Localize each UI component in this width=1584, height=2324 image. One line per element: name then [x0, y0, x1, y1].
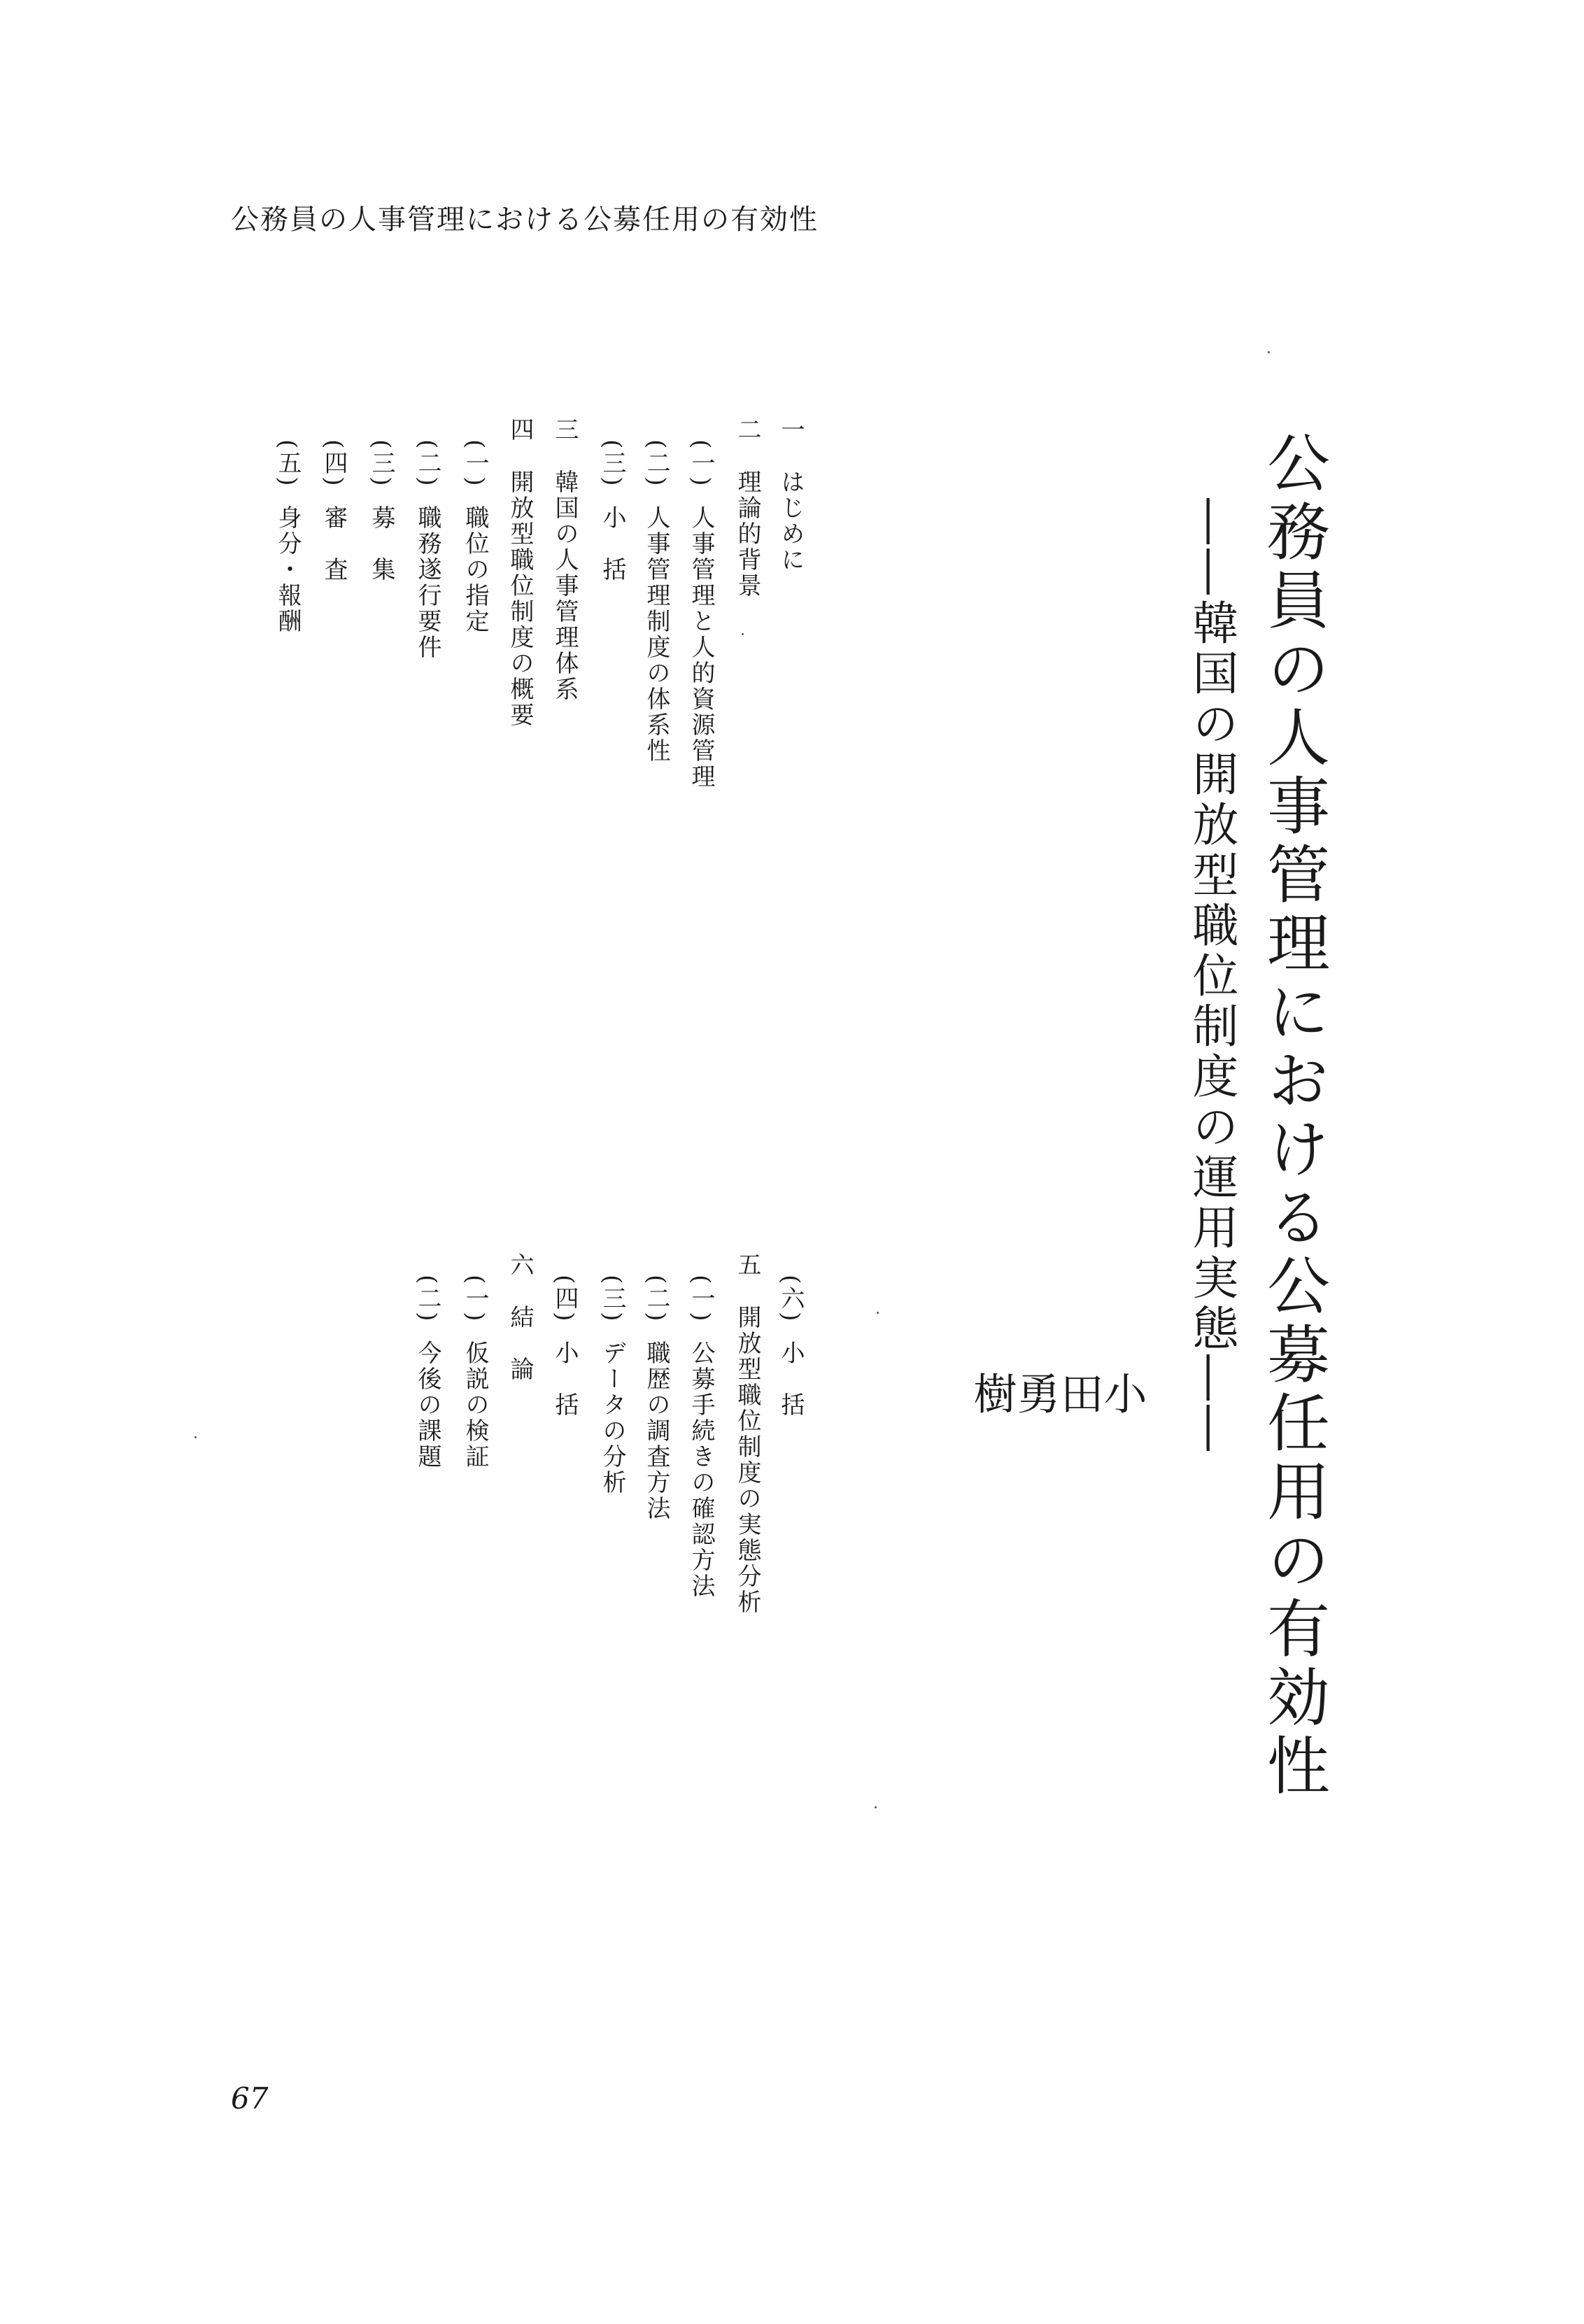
author-char: 勇 — [1010, 1371, 1061, 1415]
toc-label: 仮説の検証 — [461, 1340, 489, 1470]
toc-item — [413, 439, 441, 660]
article-title: 公務員の人事管理における公募任用の有効性 — [1256, 430, 1329, 1801]
toc-label: 審 査 — [320, 504, 348, 583]
toc-number: (一) — [687, 1275, 715, 1324]
toc-number: (一) — [461, 439, 489, 488]
toc-number: (三) — [598, 1275, 626, 1324]
toc-number: (一) — [687, 439, 715, 488]
toc-label: 職歴の調査方法 — [642, 1340, 670, 1522]
toc-item — [777, 1275, 805, 1418]
toc-label: 人事管理と人的資源管理 — [687, 504, 715, 790]
toc-label: 結 論 — [506, 1305, 534, 1382]
toc-label: 職務遂行要件 — [413, 504, 441, 660]
toc-label: 職位の指定 — [461, 504, 489, 635]
toc-number: (三) — [367, 439, 395, 488]
toc-number: (六) — [777, 1275, 805, 1324]
toc-number: 二 — [733, 417, 761, 443]
toc-item — [463, 439, 487, 635]
toc-number: (二) — [642, 439, 670, 488]
toc-item — [777, 417, 805, 573]
author-char: 小 — [1096, 1371, 1147, 1415]
toc-item — [689, 1275, 713, 1599]
toc-item — [735, 417, 759, 599]
toc-item — [508, 417, 532, 728]
toc-label: 小 括 — [551, 1340, 579, 1418]
toc-item — [735, 1252, 759, 1615]
toc-item — [689, 439, 713, 790]
page-number: 67 — [231, 2081, 269, 2116]
toc-number: (一) — [461, 1275, 489, 1324]
toc-number: 四 — [506, 417, 534, 443]
scan-speck — [742, 633, 744, 635]
toc-number: 一 — [777, 417, 805, 443]
toc-item — [463, 1275, 487, 1470]
toc-label: はじめに — [777, 469, 805, 573]
toc-number: (二) — [413, 1275, 441, 1324]
toc-number: (三) — [598, 439, 626, 488]
toc-item — [413, 1275, 441, 1470]
toc-item — [600, 1275, 624, 1496]
toc-label: 募 集 — [367, 504, 395, 583]
toc-number: 五 — [733, 1252, 761, 1278]
scan-speck — [877, 1312, 879, 1314]
author-char: 樹 — [966, 1371, 1017, 1415]
toc-label: 公募手続きの確認方法 — [687, 1340, 715, 1599]
toc-number: (五) — [274, 439, 302, 488]
toc-label: 開放型職位制度の概要 — [506, 469, 534, 728]
toc-number: (二) — [413, 439, 441, 488]
toc-label: 開放型職位制度の実態分析 — [733, 1305, 761, 1615]
toc-item — [322, 439, 346, 583]
toc-number: (四) — [551, 1275, 579, 1324]
author-char: 田 — [1053, 1371, 1104, 1415]
scan-speck — [1268, 351, 1270, 353]
toc-item — [274, 439, 302, 635]
toc-label: 身分・報酬 — [274, 504, 302, 635]
toc-item — [369, 439, 393, 583]
toc-label: 今後の課題 — [413, 1340, 441, 1470]
toc-label: 小 括 — [777, 1340, 805, 1418]
toc-label: 理論的背景 — [733, 469, 761, 599]
toc-number: 六 — [506, 1252, 534, 1278]
toc-label: 小 括 — [598, 504, 626, 583]
toc-item — [553, 1275, 577, 1418]
scan-speck — [875, 1806, 877, 1808]
toc-label: データの分析 — [598, 1340, 626, 1496]
toc-item — [644, 1275, 668, 1522]
toc-item — [508, 1252, 532, 1382]
running-head: 公務員の人事管理における公募任用の有効性 — [231, 204, 819, 236]
toc-label: 韓国の人事管理体系 — [551, 469, 579, 702]
toc-label: 人事管理制度の体系性 — [642, 504, 670, 764]
scan-speck — [195, 1436, 197, 1438]
toc-item — [644, 439, 668, 764]
toc-item — [600, 439, 624, 583]
toc-item — [553, 417, 577, 702]
toc-number: (二) — [642, 1275, 670, 1324]
toc-number: (四) — [320, 439, 348, 488]
toc-number: 三 — [551, 417, 579, 443]
article-subtitle: ――韓国の開放型職位制度の運用実態―― — [1185, 498, 1238, 1455]
